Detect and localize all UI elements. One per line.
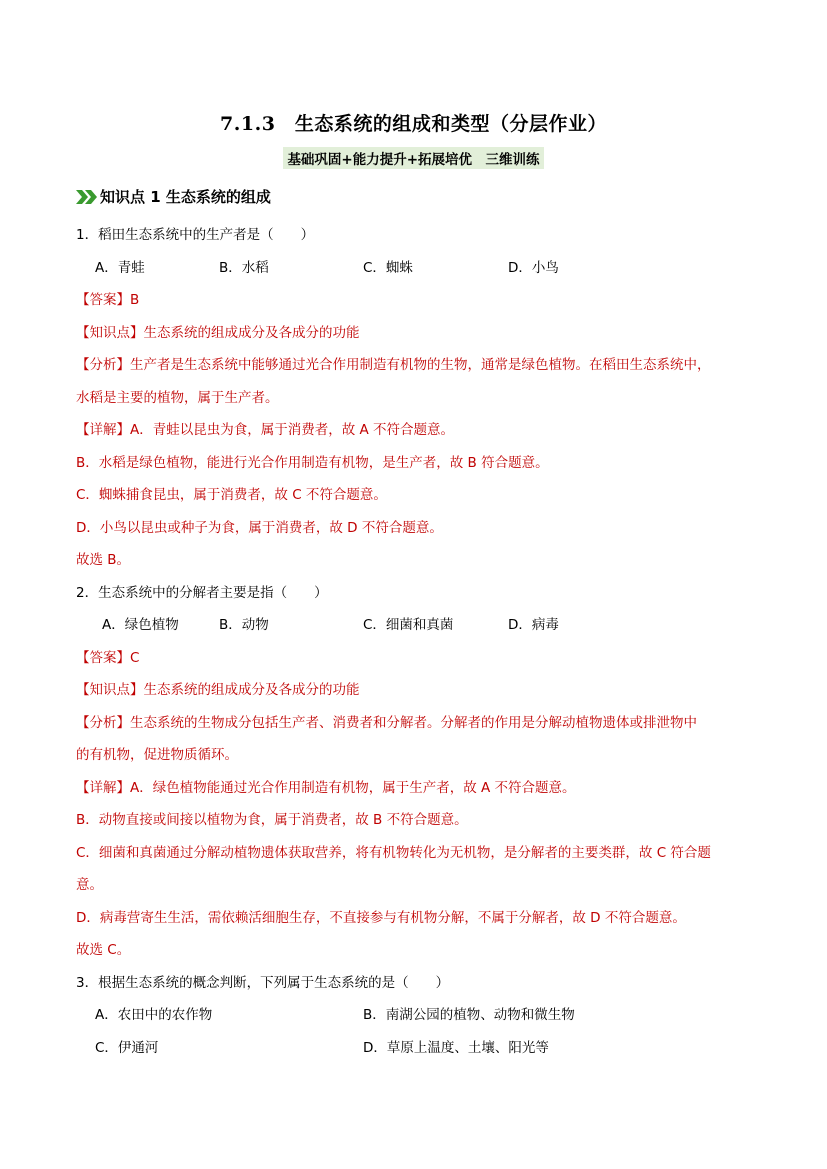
q1-detail-c: C．蜘蛛捕食昆虫，属于消费者，故 C 不符合题意。: [76, 487, 387, 503]
q3-option-d: D．草原上温度、土壤、阳光等: [363, 1040, 549, 1056]
q1-option-b: B．水稻: [219, 260, 269, 276]
q2-option-d: D．病毒: [508, 617, 559, 633]
page-subtitle: 基础巩固+能力提升+拓展培优 三维训练: [283, 147, 543, 169]
q2-detail-d: D．病毒营寄生生活，需依赖活细胞生存，不直接参与有机物分解，不属于分解者，故 D 不符合题意。: [76, 910, 686, 926]
q2-detail-c-line1: C．细菌和真菌通过分解动植物遗体获取营养，将有机物转化为无机物，是分解者的主要类群，故 C 符合题: [76, 845, 711, 861]
page-title: 7.1.3 生态系统的组成和类型（分层作业）: [220, 113, 607, 135]
q1-option-a: A．青蛙: [95, 260, 145, 276]
q1-option-d: D．小鸟: [508, 260, 559, 276]
q1-knowledge-point: 【知识点】生态系统的组成成分及各成分的功能: [76, 325, 360, 341]
q1-detail-b: B．水稻是绿色植物，能进行光合作用制造有机物，是生产者，故 B 符合题意。: [76, 455, 549, 471]
q2-choose: 故选 C。: [76, 942, 131, 958]
q2-detail-b: B．动物直接或间接以植物为食，属于消费者，故 B 不符合题意。: [76, 812, 468, 828]
q1-analysis-line1: 【分析】生产者是生态系统中能够通过光合作用制造有机物的生物，通常是绿色植物。在稻田生态系统中，: [76, 357, 711, 373]
q1-stem: 1．稻田生态系统中的生产者是（ ）: [76, 227, 315, 243]
q2-option-b: B．动物: [219, 617, 269, 633]
q2-detail-a: 【详解】A．绿色植物能通过光合作用制造有机物，属于生产者，故 A 不符合题意。: [76, 780, 576, 796]
q1-analysis-line2: 水稻是主要的植物，属于生产者。: [76, 390, 279, 406]
q2-answer: 【答案】C: [76, 650, 140, 666]
q1-choose: 故选 B。: [76, 552, 131, 568]
q3-option-c: C．伊通河: [95, 1040, 159, 1056]
q1-option-c: C．蜘蛛: [363, 260, 413, 276]
q2-option-c: C．细菌和真菌: [363, 617, 454, 633]
subtitle-wrap: [0, 147, 827, 169]
q1-detail-d: D．小鸟以昆虫或种子为食，属于消费者，故 D 不符合题意。: [76, 520, 443, 536]
q2-stem: 2．生态系统中的分解者主要是指（ ）: [76, 585, 328, 601]
q2-analysis-line2: 的有机物，促进物质循环。: [76, 747, 238, 763]
q3-option-a: A．农田中的农作物: [95, 1007, 213, 1023]
q2-analysis-line1: 【分析】生态系统的生物成分包括生产者、消费者和分解者。分解者的作用是分解动植物遗体或排泄物中: [76, 715, 697, 731]
double-chevron-right-icon: [76, 190, 98, 204]
q2-knowledge-point: 【知识点】生态系统的组成成分及各成分的功能: [76, 682, 360, 698]
q1-detail-a: 【详解】A．青蛙以昆虫为食，属于消费者，故 A 不符合题意。: [76, 422, 455, 438]
section-title: 知识点 1 生态系统的组成: [100, 188, 271, 206]
section-heading: [76, 186, 271, 207]
q2-option-a: A．绿色植物: [102, 617, 179, 633]
q3-option-b: B．南湖公园的植物、动物和微生物: [363, 1007, 575, 1023]
q1-answer: 【答案】B: [76, 292, 140, 308]
q2-detail-c-line2: 意。: [76, 877, 103, 893]
q3-stem: 3．根据生态系统的概念判断，下列属于生态系统的是（ ）: [76, 975, 450, 991]
